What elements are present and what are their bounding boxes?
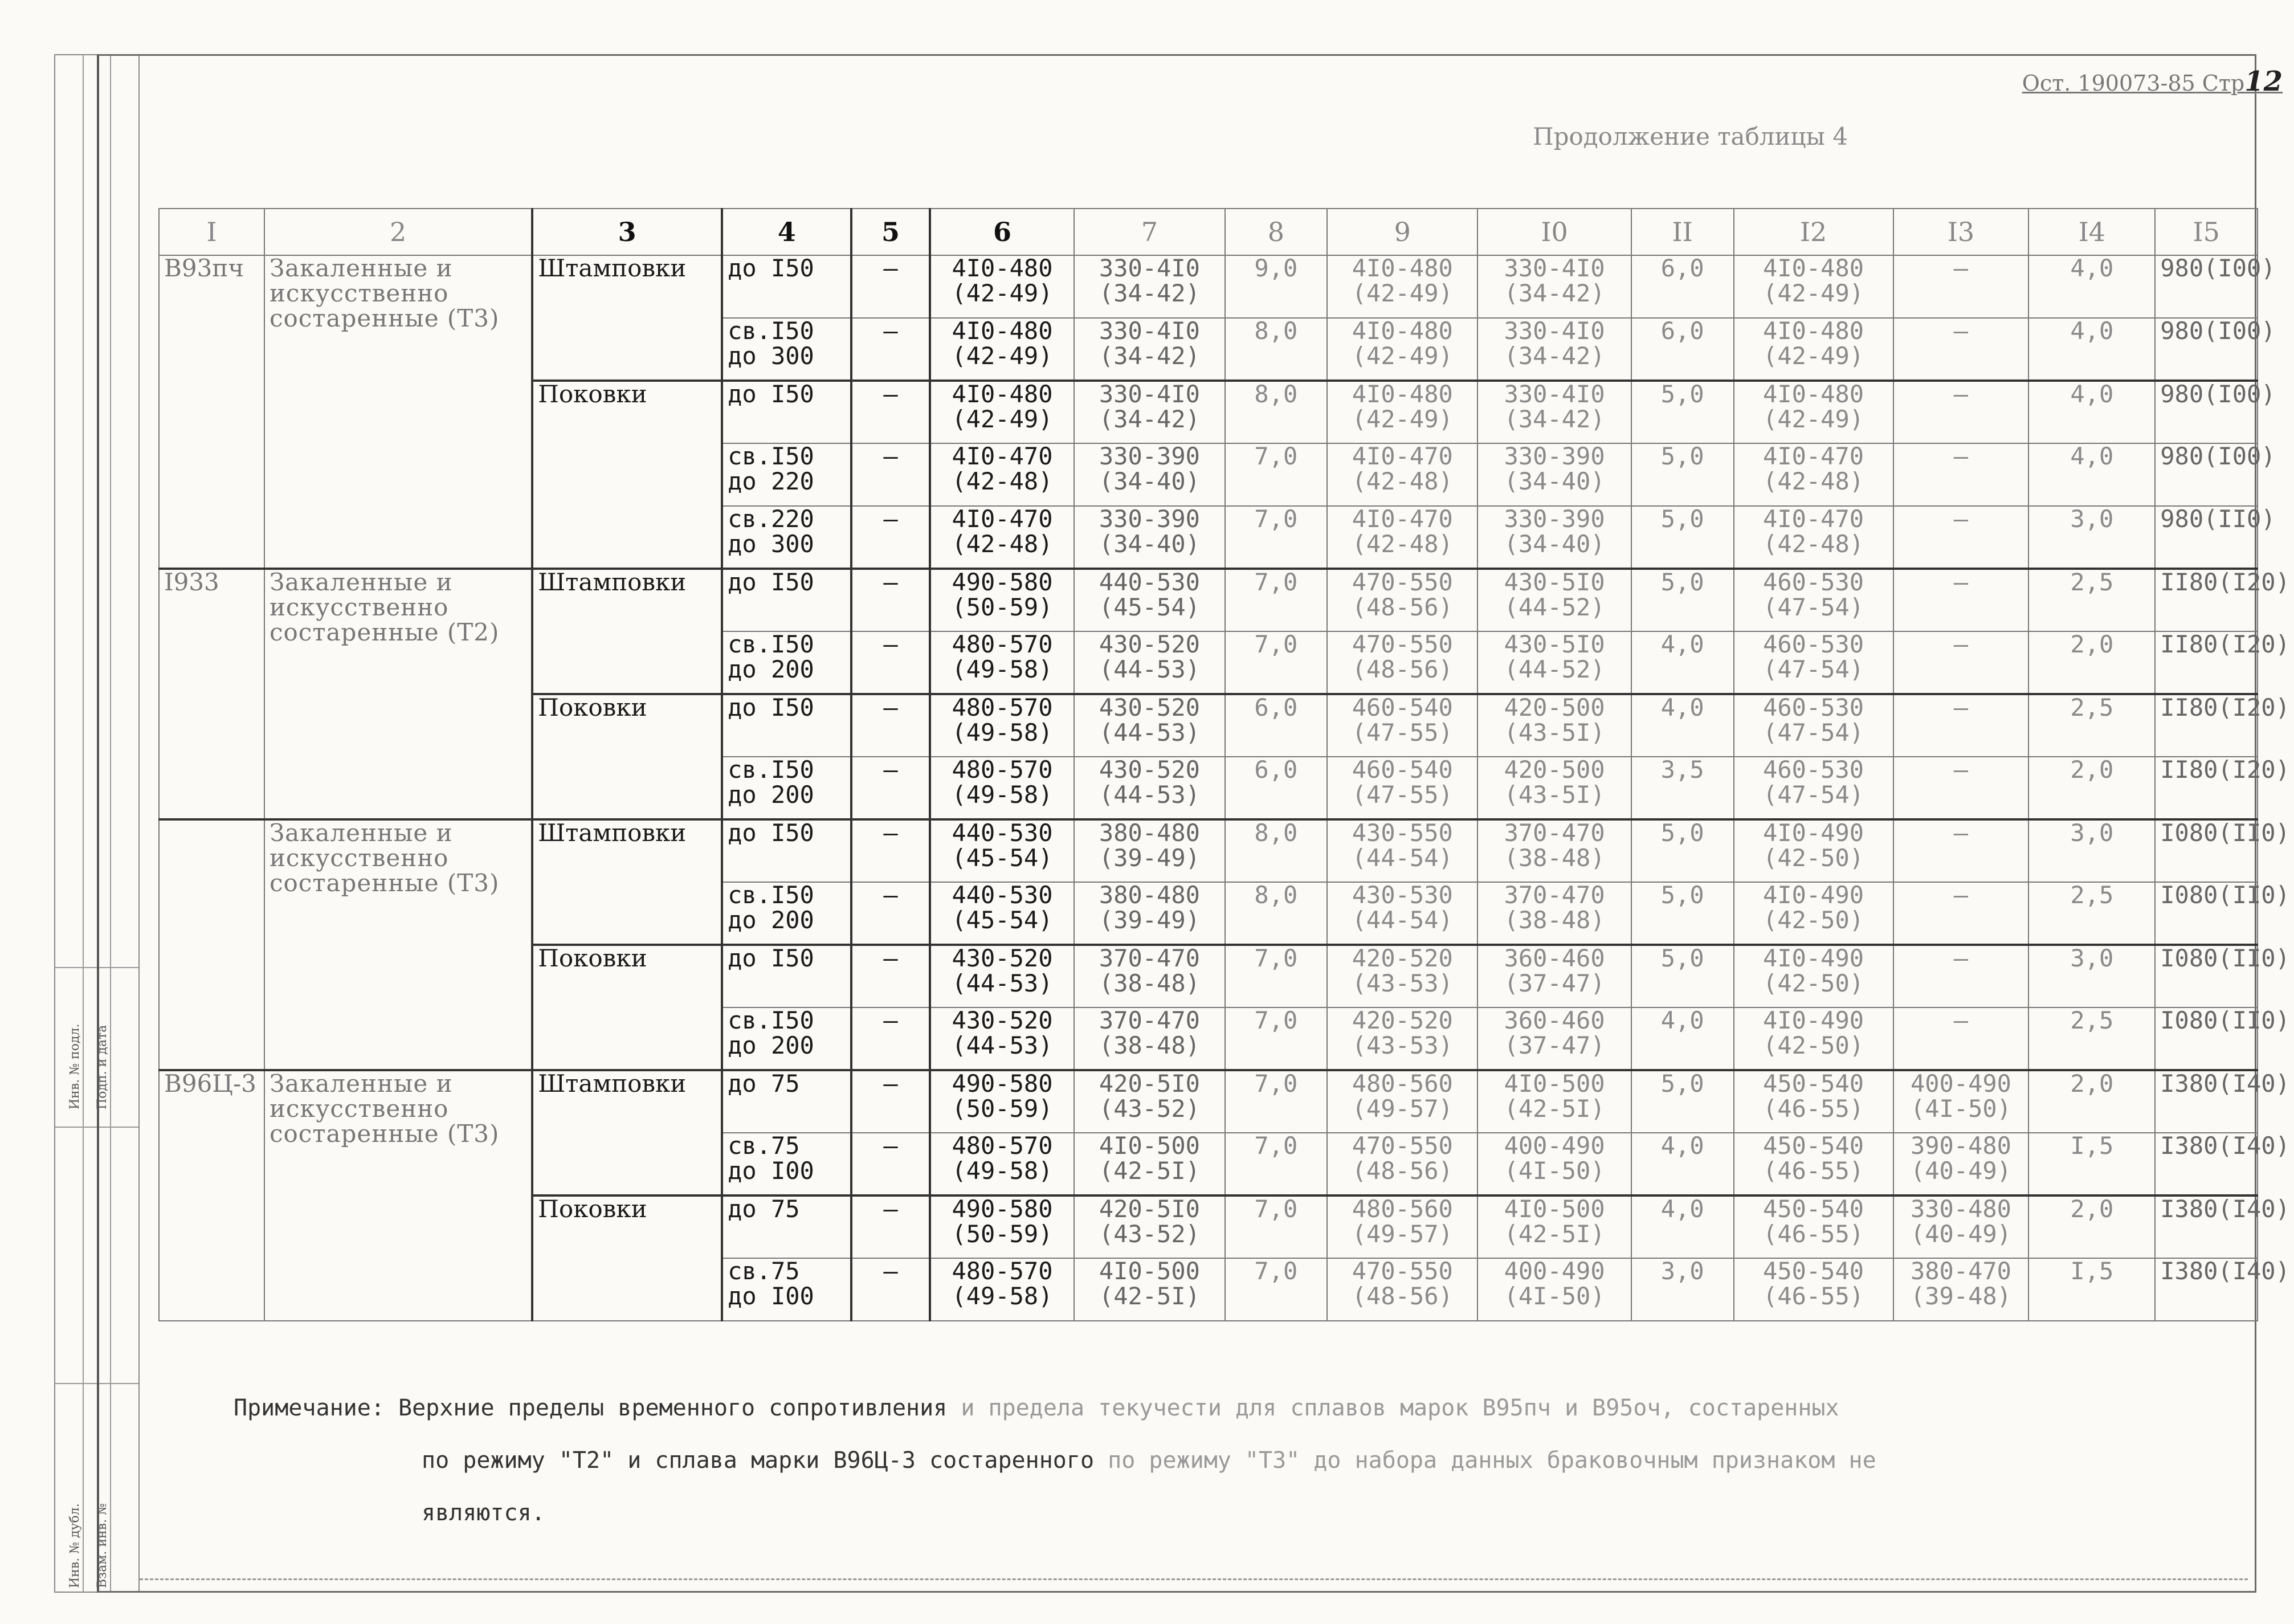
value-cell-c9: 420-520 (43-53) bbox=[1327, 945, 1477, 1007]
value-cell-c6: 4I0-470 (42-48) bbox=[930, 443, 1075, 506]
value-cell-c10: 330-4I0 (34-42) bbox=[1477, 255, 1631, 318]
value-cell-c8: 8,0 bbox=[1225, 819, 1328, 882]
value-cell-c5: – bbox=[851, 506, 929, 569]
value-cell-c8: 7,0 bbox=[1225, 1258, 1328, 1321]
value-cell-c9: 480-560 (49-57) bbox=[1327, 1070, 1477, 1133]
value-cell-c9: 4I0-480 (42-49) bbox=[1327, 318, 1477, 381]
margin-divider bbox=[83, 55, 84, 1592]
value-cell-c13: – bbox=[1893, 882, 2029, 945]
value-cell-c15: II80(I20) bbox=[2155, 569, 2258, 631]
value-cell-c14: 3,0 bbox=[2028, 945, 2155, 1007]
value-cell-c8: 7,0 bbox=[1225, 1133, 1328, 1195]
value-cell-c15: I380(I40) bbox=[2155, 1070, 2258, 1133]
value-cell-c10: 420-500 (43-5I) bbox=[1477, 757, 1631, 819]
value-cell-c9: 4I0-480 (42-49) bbox=[1327, 381, 1477, 443]
value-cell-c13: – bbox=[1893, 945, 2029, 1007]
value-cell-c15: 980(I00) bbox=[2155, 255, 2258, 318]
value-cell-c7: 420-5I0 (43-52) bbox=[1074, 1070, 1224, 1133]
size-cell: св.75 до I00 bbox=[722, 1133, 851, 1195]
value-cell-c12: 450-540 (46-55) bbox=[1734, 1258, 1893, 1321]
value-cell-c14: 4,0 bbox=[2028, 255, 2155, 318]
value-cell-c15: I380(I40) bbox=[2155, 1133, 2258, 1195]
table-row bbox=[159, 819, 2258, 882]
value-cell-c8: 8,0 bbox=[1225, 882, 1328, 945]
value-cell-c5: – bbox=[851, 569, 929, 631]
bottom-rule bbox=[140, 1578, 2248, 1580]
margin-stamp-label: Подп. и дата bbox=[95, 1025, 109, 1109]
value-cell-c15: II80(I20) bbox=[2155, 757, 2258, 819]
value-cell-c5: – bbox=[851, 1195, 929, 1258]
value-cell-c12: 4I0-480 (42-49) bbox=[1734, 318, 1893, 381]
value-cell-c14: 4,0 bbox=[2028, 381, 2155, 443]
value-cell-c6: 4I0-480 (42-49) bbox=[930, 255, 1075, 318]
value-cell-c15: 980(I00) bbox=[2155, 381, 2258, 443]
value-cell-c10: 360-460 (37-47) bbox=[1477, 945, 1631, 1007]
header-row bbox=[159, 209, 2258, 255]
value-cell-c11: 4,0 bbox=[1631, 1133, 1734, 1195]
value-cell-c12: 4I0-480 (42-49) bbox=[1734, 255, 1893, 318]
value-cell-c6: 4I0-470 (42-48) bbox=[930, 506, 1075, 569]
product-type-cell: Штамповки bbox=[532, 819, 722, 945]
size-cell: св.I50 до 220 bbox=[722, 443, 851, 506]
product-type-cell: Штамповки bbox=[532, 255, 722, 381]
value-cell-c14: I,5 bbox=[2028, 1258, 2155, 1321]
table-row bbox=[159, 255, 2258, 318]
value-cell-c13: – bbox=[1893, 443, 2029, 506]
value-cell-c7: 440-530 (45-54) bbox=[1074, 569, 1224, 631]
size-cell: до I50 bbox=[722, 569, 851, 631]
note-text: по режиму "Т3" до набора данных браковочным признаком не bbox=[1094, 1447, 1876, 1474]
value-cell-c12: 4I0-490 (42-50) bbox=[1734, 882, 1893, 945]
note-text: по режиму "Т2" и сплава марки В96Ц-3 состаренного bbox=[422, 1447, 1095, 1474]
value-cell-c10: 370-470 (38-48) bbox=[1477, 882, 1631, 945]
value-cell-c11: 4,0 bbox=[1631, 694, 1734, 757]
value-cell-c13: 400-490 (4I-50) bbox=[1893, 1070, 2029, 1133]
value-cell-c8: 6,0 bbox=[1225, 757, 1328, 819]
column-header: 9 bbox=[1327, 209, 1477, 255]
table-title: Продолжение таблицы 4 bbox=[1533, 123, 1848, 150]
column-header: I3 bbox=[1893, 209, 2029, 255]
value-cell-c14: 4,0 bbox=[2028, 443, 2155, 506]
value-cell-c11: 4,0 bbox=[1631, 1007, 1734, 1070]
value-cell-c5: – bbox=[851, 255, 929, 318]
column-header: 7 bbox=[1074, 209, 1224, 255]
value-cell-c13: – bbox=[1893, 569, 2029, 631]
value-cell-c5: – bbox=[851, 318, 929, 381]
value-cell-c13: – bbox=[1893, 819, 2029, 882]
value-cell-c6: 4I0-480 (42-49) bbox=[930, 381, 1075, 443]
value-cell-c15: I080(II0) bbox=[2155, 1007, 2258, 1070]
value-cell-c8: 7,0 bbox=[1225, 506, 1328, 569]
value-cell-c5: – bbox=[851, 381, 929, 443]
margin-stamp-label: Инв. № подл. bbox=[68, 1023, 82, 1109]
value-cell-c14: 2,0 bbox=[2028, 757, 2155, 819]
value-cell-c6: 4I0-480 (42-49) bbox=[930, 318, 1075, 381]
size-cell: св.220 до 300 bbox=[722, 506, 851, 569]
value-cell-c10: 430-5I0 (44-52) bbox=[1477, 569, 1631, 631]
value-cell-c10: 4I0-500 (42-5I) bbox=[1477, 1195, 1631, 1258]
value-cell-c15: I080(II0) bbox=[2155, 819, 2258, 882]
value-cell-c13: – bbox=[1893, 1007, 2029, 1070]
table-row bbox=[159, 569, 2258, 631]
value-cell-c8: 6,0 bbox=[1225, 694, 1328, 757]
value-cell-c7: 430-520 (44-53) bbox=[1074, 694, 1224, 757]
value-cell-c12: 4I0-470 (42-48) bbox=[1734, 443, 1893, 506]
value-cell-c6: 490-580 (50-59) bbox=[930, 569, 1075, 631]
value-cell-c12: 460-530 (47-54) bbox=[1734, 694, 1893, 757]
product-type-cell: Штамповки bbox=[532, 569, 722, 694]
size-cell: св.I50 до 200 bbox=[722, 757, 851, 819]
value-cell-c12: 4I0-490 (42-50) bbox=[1734, 945, 1893, 1007]
size-cell: до 75 bbox=[722, 1070, 851, 1133]
value-cell-c10: 4I0-500 (42-5I) bbox=[1477, 1070, 1631, 1133]
value-cell-c15: II80(I20) bbox=[2155, 631, 2258, 694]
value-cell-c12: 450-540 (46-55) bbox=[1734, 1133, 1893, 1195]
value-cell-c13: 330-480 (40-49) bbox=[1893, 1195, 2029, 1258]
value-cell-c5: – bbox=[851, 945, 929, 1007]
value-cell-c11: 4,0 bbox=[1631, 1195, 1734, 1258]
value-cell-c9: 430-550 (44-54) bbox=[1327, 819, 1477, 882]
note-line bbox=[234, 1434, 1876, 1487]
note-text: и предела текучести для сплавов марок В95пч и В95оч, состаренных bbox=[947, 1395, 1839, 1421]
value-cell-c13: – bbox=[1893, 757, 2029, 819]
value-cell-c15: 980(I00) bbox=[2155, 443, 2258, 506]
treatment-cell: Закаленные и искусственно состаренные (Т2) bbox=[264, 569, 532, 819]
value-cell-c7: 330-390 (34-40) bbox=[1074, 506, 1224, 569]
value-cell-c10: 400-490 (4I-50) bbox=[1477, 1133, 1631, 1195]
value-cell-c10: 370-470 (38-48) bbox=[1477, 819, 1631, 882]
product-type-cell: Поковки bbox=[532, 381, 722, 569]
value-cell-c5: – bbox=[851, 1070, 929, 1133]
size-cell: до I50 bbox=[722, 694, 851, 757]
page-label: Стр bbox=[2202, 71, 2245, 96]
value-cell-c8: 7,0 bbox=[1225, 945, 1328, 1007]
value-cell-c5: – bbox=[851, 882, 929, 945]
note-line bbox=[234, 1382, 1876, 1434]
value-cell-c6: 480-570 (49-58) bbox=[930, 631, 1075, 694]
value-cell-c11: 5,0 bbox=[1631, 443, 1734, 506]
size-cell: св.I50 до 200 bbox=[722, 631, 851, 694]
value-cell-c11: 3,0 bbox=[1631, 1258, 1734, 1321]
column-header: II bbox=[1631, 209, 1734, 255]
value-cell-c15: 980(I00) bbox=[2155, 318, 2258, 381]
value-cell-c11: 5,0 bbox=[1631, 569, 1734, 631]
value-cell-c6: 480-570 (49-58) bbox=[930, 1133, 1075, 1195]
value-cell-c14: 2,0 bbox=[2028, 1070, 2155, 1133]
value-cell-c11: 5,0 bbox=[1631, 945, 1734, 1007]
value-cell-c15: I080(II0) bbox=[2155, 945, 2258, 1007]
value-cell-c11: 4,0 bbox=[1631, 631, 1734, 694]
value-cell-c6: 440-530 (45-54) bbox=[930, 882, 1075, 945]
value-cell-c12: 4I0-470 (42-48) bbox=[1734, 506, 1893, 569]
value-cell-c14: 2,5 bbox=[2028, 569, 2155, 631]
value-cell-c6: 430-520 (44-53) bbox=[930, 1007, 1075, 1070]
treatment-cell: Закаленные и искусственно состаренные (Т3) bbox=[264, 255, 532, 569]
value-cell-c13: – bbox=[1893, 694, 2029, 757]
value-cell-c7: 430-520 (44-53) bbox=[1074, 757, 1224, 819]
value-cell-c11: 5,0 bbox=[1631, 381, 1734, 443]
value-cell-c12: 460-530 (47-54) bbox=[1734, 757, 1893, 819]
value-cell-c11: 5,0 bbox=[1631, 1070, 1734, 1133]
value-cell-c13: – bbox=[1893, 631, 2029, 694]
value-cell-c5: – bbox=[851, 631, 929, 694]
alloy-grade-cell bbox=[159, 819, 264, 1070]
value-cell-c7: 420-5I0 (43-52) bbox=[1074, 1195, 1224, 1258]
value-cell-c13: 380-470 (39-48) bbox=[1893, 1258, 2029, 1321]
value-cell-c9: 470-550 (48-56) bbox=[1327, 1258, 1477, 1321]
product-type-cell: Поковки bbox=[532, 694, 722, 819]
value-cell-c10: 330-4I0 (34-42) bbox=[1477, 381, 1631, 443]
value-cell-c10: 420-500 (43-5I) bbox=[1477, 694, 1631, 757]
value-cell-c8: 8,0 bbox=[1225, 318, 1328, 381]
value-cell-c10: 330-4I0 (34-42) bbox=[1477, 318, 1631, 381]
treatment-cell: Закаленные и искусственно состаренные (Т3) bbox=[264, 819, 532, 1070]
doc-code-text: Ост. 190073-85 bbox=[2022, 71, 2195, 96]
table-note bbox=[234, 1382, 1876, 1539]
value-cell-c8: 7,0 bbox=[1225, 443, 1328, 506]
value-cell-c8: 7,0 bbox=[1225, 1007, 1328, 1070]
document-code bbox=[2022, 66, 2283, 97]
value-cell-c7: 380-480 (39-49) bbox=[1074, 819, 1224, 882]
value-cell-c8: 7,0 bbox=[1225, 631, 1328, 694]
value-cell-c11: 3,5 bbox=[1631, 757, 1734, 819]
value-cell-c6: 440-530 (45-54) bbox=[930, 819, 1075, 882]
margin-stamp-label: Взам. инв. № bbox=[95, 1503, 109, 1588]
value-cell-c6: 480-570 (49-58) bbox=[930, 757, 1075, 819]
column-header: I4 bbox=[2028, 209, 2155, 255]
value-cell-c13: – bbox=[1893, 255, 2029, 318]
product-type-cell: Штамповки bbox=[532, 1070, 722, 1195]
value-cell-c14: 2,5 bbox=[2028, 694, 2155, 757]
value-cell-c14: 3,0 bbox=[2028, 819, 2155, 882]
value-cell-c15: I380(I40) bbox=[2155, 1195, 2258, 1258]
value-cell-c10: 330-390 (34-40) bbox=[1477, 506, 1631, 569]
column-header: 8 bbox=[1225, 209, 1328, 255]
value-cell-c10: 330-390 (34-40) bbox=[1477, 443, 1631, 506]
value-cell-c5: – bbox=[851, 694, 929, 757]
value-cell-c11: 5,0 bbox=[1631, 506, 1734, 569]
value-cell-c9: 430-530 (44-54) bbox=[1327, 882, 1477, 945]
value-cell-c14: 3,0 bbox=[2028, 506, 2155, 569]
value-cell-c9: 4I0-480 (42-49) bbox=[1327, 255, 1477, 318]
size-cell: св.I50 до 300 bbox=[722, 318, 851, 381]
size-cell: до 75 bbox=[722, 1195, 851, 1258]
value-cell-c6: 480-570 (49-58) bbox=[930, 1258, 1075, 1321]
value-cell-c12: 450-540 (46-55) bbox=[1734, 1070, 1893, 1133]
value-cell-c13: 390-480 (40-49) bbox=[1893, 1133, 2029, 1195]
value-cell-c7: 370-470 (38-48) bbox=[1074, 945, 1224, 1007]
value-cell-c10: 400-490 (4I-50) bbox=[1477, 1258, 1631, 1321]
size-cell: до I50 bbox=[722, 255, 851, 318]
value-cell-c8: 7,0 bbox=[1225, 569, 1328, 631]
value-cell-c6: 490-580 (50-59) bbox=[930, 1070, 1075, 1133]
value-cell-c7: 4I0-500 (42-5I) bbox=[1074, 1258, 1224, 1321]
value-cell-c14: 2,5 bbox=[2028, 1007, 2155, 1070]
value-cell-c12: 450-540 (46-55) bbox=[1734, 1195, 1893, 1258]
value-cell-c9: 470-550 (48-56) bbox=[1327, 569, 1477, 631]
page-number: 12 bbox=[2244, 66, 2283, 97]
margin-stamp-label: Инв. № дубл. bbox=[68, 1503, 82, 1588]
value-cell-c7: 330-390 (34-40) bbox=[1074, 443, 1224, 506]
value-cell-c11: 6,0 bbox=[1631, 318, 1734, 381]
value-cell-c8: 7,0 bbox=[1225, 1195, 1328, 1258]
column-header: 5 bbox=[851, 209, 929, 255]
value-cell-c13: – bbox=[1893, 318, 2029, 381]
value-cell-c11: 6,0 bbox=[1631, 255, 1734, 318]
column-header: I5 bbox=[2155, 209, 2258, 255]
value-cell-c13: – bbox=[1893, 506, 2029, 569]
value-cell-c14: 4,0 bbox=[2028, 318, 2155, 381]
value-cell-c13: – bbox=[1893, 381, 2029, 443]
column-header: I0 bbox=[1477, 209, 1631, 255]
value-cell-c5: – bbox=[851, 1258, 929, 1321]
size-cell: св.75 до I00 bbox=[722, 1258, 851, 1321]
value-cell-c9: 4I0-470 (42-48) bbox=[1327, 443, 1477, 506]
value-cell-c7: 380-480 (39-49) bbox=[1074, 882, 1224, 945]
size-cell: до I50 bbox=[722, 945, 851, 1007]
value-cell-c7: 430-520 (44-53) bbox=[1074, 631, 1224, 694]
value-cell-c5: – bbox=[851, 819, 929, 882]
value-cell-c14: 2,5 bbox=[2028, 882, 2155, 945]
value-cell-c14: 2,0 bbox=[2028, 1195, 2155, 1258]
value-cell-c5: – bbox=[851, 1133, 929, 1195]
value-cell-c9: 480-560 (49-57) bbox=[1327, 1195, 1477, 1258]
properties-table bbox=[158, 208, 2290, 1321]
treatment-cell: Закаленные и искусственно состаренные (Т3) bbox=[264, 1070, 532, 1321]
size-cell: св.I50 до 200 bbox=[722, 882, 851, 945]
value-cell-c14: I,5 bbox=[2028, 1133, 2155, 1195]
value-cell-c6: 480-570 (49-58) bbox=[930, 694, 1075, 757]
size-cell: до I50 bbox=[722, 381, 851, 443]
value-cell-c8: 8,0 bbox=[1225, 381, 1328, 443]
value-cell-c15: 980(II0) bbox=[2155, 506, 2258, 569]
column-header: I2 bbox=[1734, 209, 1893, 255]
value-cell-c11: 5,0 bbox=[1631, 882, 1734, 945]
value-cell-c7: 330-4I0 (34-42) bbox=[1074, 318, 1224, 381]
value-cell-c7: 330-4I0 (34-42) bbox=[1074, 381, 1224, 443]
value-cell-c10: 360-460 (37-47) bbox=[1477, 1007, 1631, 1070]
value-cell-c7: 4I0-500 (42-5I) bbox=[1074, 1133, 1224, 1195]
column-header: 3 bbox=[532, 209, 722, 255]
value-cell-c9: 470-550 (48-56) bbox=[1327, 631, 1477, 694]
value-cell-c15: II80(I20) bbox=[2155, 694, 2258, 757]
value-cell-c15: I380(I40) bbox=[2155, 1258, 2258, 1321]
value-cell-c9: 470-550 (48-56) bbox=[1327, 1133, 1477, 1195]
value-cell-c11: 5,0 bbox=[1631, 819, 1734, 882]
value-cell-c5: – bbox=[851, 757, 929, 819]
value-cell-c5: – bbox=[851, 1007, 929, 1070]
value-cell-c9: 4I0-470 (42-48) bbox=[1327, 506, 1477, 569]
note-text: Примечание: Верхние пределы временного сопротивления bbox=[234, 1395, 948, 1421]
product-type-cell: Поковки bbox=[532, 1195, 722, 1321]
value-cell-c9: 460-540 (47-55) bbox=[1327, 757, 1477, 819]
value-cell-c10: 430-5I0 (44-52) bbox=[1477, 631, 1631, 694]
value-cell-c12: 4I0-480 (42-49) bbox=[1734, 381, 1893, 443]
value-cell-c9: 420-520 (43-53) bbox=[1327, 1007, 1477, 1070]
value-cell-c12: 4I0-490 (42-50) bbox=[1734, 1007, 1893, 1070]
value-cell-c8: 7,0 bbox=[1225, 1070, 1328, 1133]
column-header: 2 bbox=[264, 209, 532, 255]
alloy-grade-cell: В96Ц-3 bbox=[159, 1070, 264, 1321]
value-cell-c12: 4I0-490 (42-50) bbox=[1734, 819, 1893, 882]
column-header: I bbox=[159, 209, 264, 255]
value-cell-c7: 370-470 (38-48) bbox=[1074, 1007, 1224, 1070]
alloy-grade-cell: В93пч bbox=[159, 255, 264, 569]
product-type-cell: Поковки bbox=[532, 945, 722, 1070]
column-header: 4 bbox=[722, 209, 851, 255]
table-row bbox=[159, 1070, 2258, 1133]
value-cell-c5: – bbox=[851, 443, 929, 506]
value-cell-c6: 430-520 (44-53) bbox=[930, 945, 1075, 1007]
note-line: являются. bbox=[422, 1500, 545, 1526]
alloy-grade-cell: I933 bbox=[159, 569, 264, 819]
value-cell-c7: 330-4I0 (34-42) bbox=[1074, 255, 1224, 318]
value-cell-c14: 2,0 bbox=[2028, 631, 2155, 694]
size-cell: св.I50 до 200 bbox=[722, 1007, 851, 1070]
value-cell-c12: 460-530 (47-54) bbox=[1734, 569, 1893, 631]
column-header: 6 bbox=[930, 209, 1075, 255]
size-cell: до I50 bbox=[722, 819, 851, 882]
value-cell-c8: 9,0 bbox=[1225, 255, 1328, 318]
value-cell-c12: 460-530 (47-54) bbox=[1734, 631, 1893, 694]
value-cell-c6: 490-580 (50-59) bbox=[930, 1195, 1075, 1258]
value-cell-c15: I080(II0) bbox=[2155, 882, 2258, 945]
value-cell-c9: 460-540 (47-55) bbox=[1327, 694, 1477, 757]
